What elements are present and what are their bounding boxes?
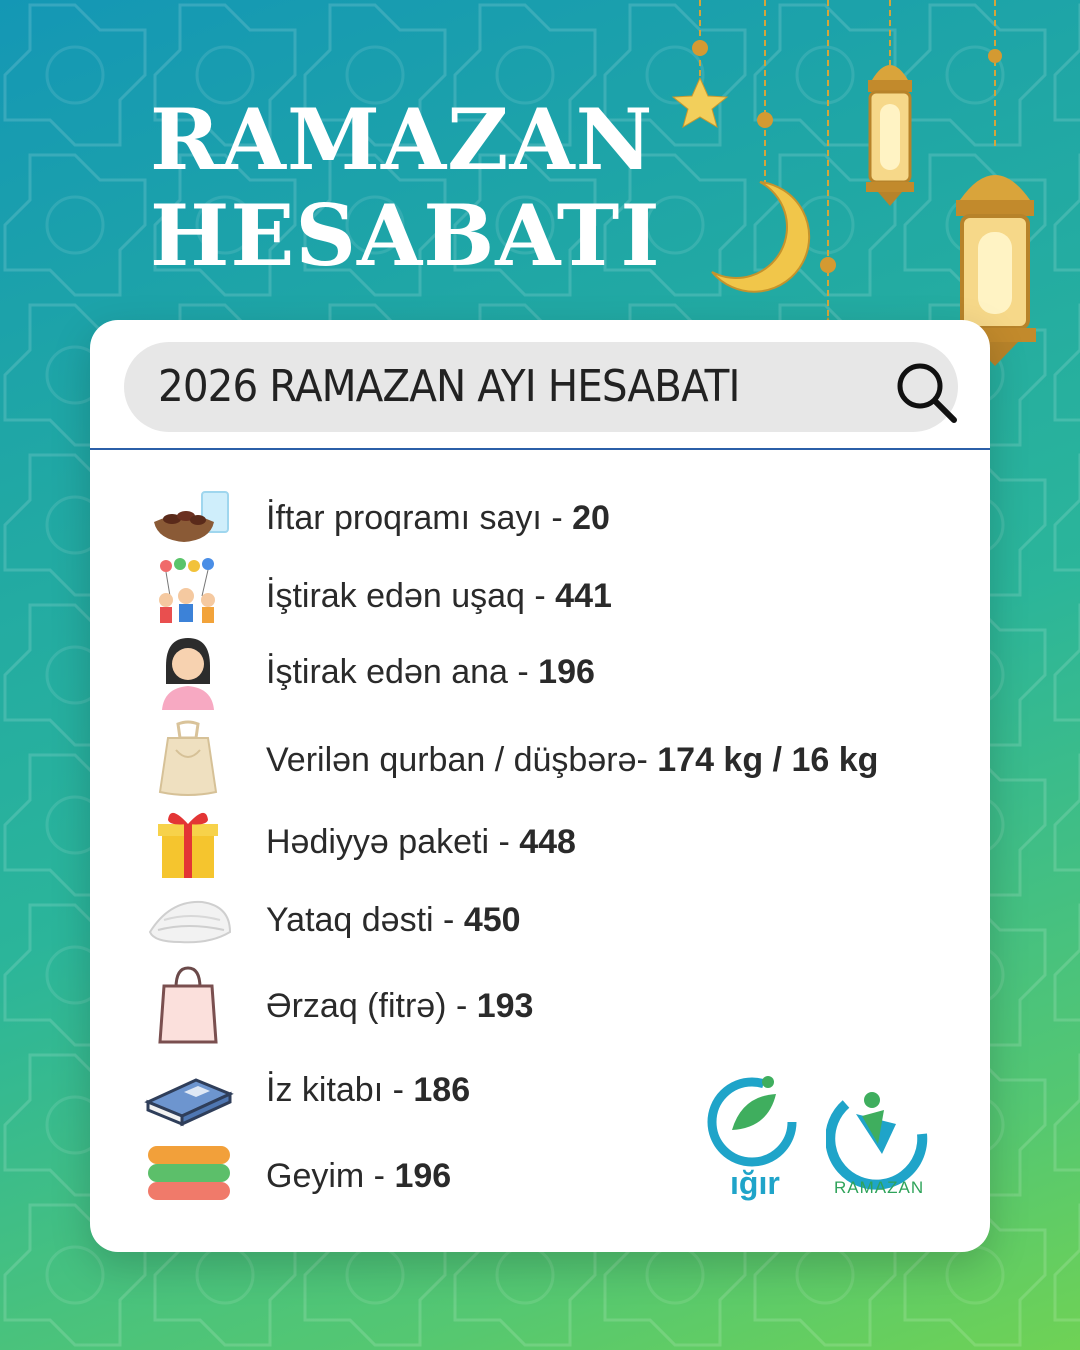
cigir-logo-text: ığır: [730, 1165, 780, 1201]
item-label: Geyim -: [266, 1157, 395, 1195]
item-label: Verilən qurban / düşbərə-: [266, 741, 658, 779]
item-label: İz kitabı -: [266, 1071, 414, 1109]
list-item: [140, 802, 960, 882]
lantern-icon: [866, 0, 914, 206]
ramazan-logo-text: RAMAZAN: [834, 1178, 925, 1197]
item-value: 174 kg / 16 kg: [657, 741, 879, 779]
item-value: 186: [413, 1071, 471, 1109]
item-label: İştirak edən uşaq -: [266, 577, 556, 615]
shopping-bag-icon: [140, 966, 236, 1046]
crescent-moon-icon: [712, 0, 809, 292]
meat-bag-icon: [140, 720, 236, 800]
list-item: [140, 632, 960, 712]
item-label: Yataq dəsti -: [266, 901, 464, 939]
dates-water-icon: [140, 478, 236, 558]
list-item: [140, 966, 960, 1046]
gift-box-icon: [140, 802, 236, 882]
list-item: [140, 478, 960, 558]
item-label: İştirak edən ana -: [266, 653, 539, 691]
search-icon[interactable]: [890, 356, 962, 428]
item-label: İftar proqramı sayı -: [266, 499, 573, 537]
search-bar[interactable]: [124, 342, 958, 432]
search-text: 2026 RAMAZAN AYI HESABATI: [158, 361, 740, 412]
lantern-icon: [954, 0, 1036, 366]
book-icon: [140, 1050, 236, 1130]
title-line-2: HESABATI: [150, 186, 661, 285]
list-item: [140, 556, 960, 636]
divider: [90, 448, 990, 450]
mother-icon: [140, 632, 236, 712]
item-value: 450: [463, 901, 521, 939]
title-line-1: RAMAZAN: [150, 90, 654, 189]
item-label: Hədiyyə paketi -: [266, 823, 520, 861]
item-value: 441: [555, 577, 612, 615]
report-card: [90, 320, 990, 1252]
item-value: 193: [476, 987, 534, 1025]
item-value: 196: [394, 1157, 452, 1195]
item-value: 196: [538, 653, 595, 691]
list-item: [140, 880, 960, 960]
bedding-icon: [140, 880, 236, 960]
item-value: 20: [572, 499, 610, 537]
item-value: 448: [519, 823, 576, 861]
item-label: Ərzaq (fitrə) -: [266, 987, 477, 1025]
list-item: [140, 720, 960, 800]
clothes-icon: [140, 1136, 236, 1216]
star-icon: [673, 0, 727, 127]
children-balloons-icon: [140, 556, 236, 636]
